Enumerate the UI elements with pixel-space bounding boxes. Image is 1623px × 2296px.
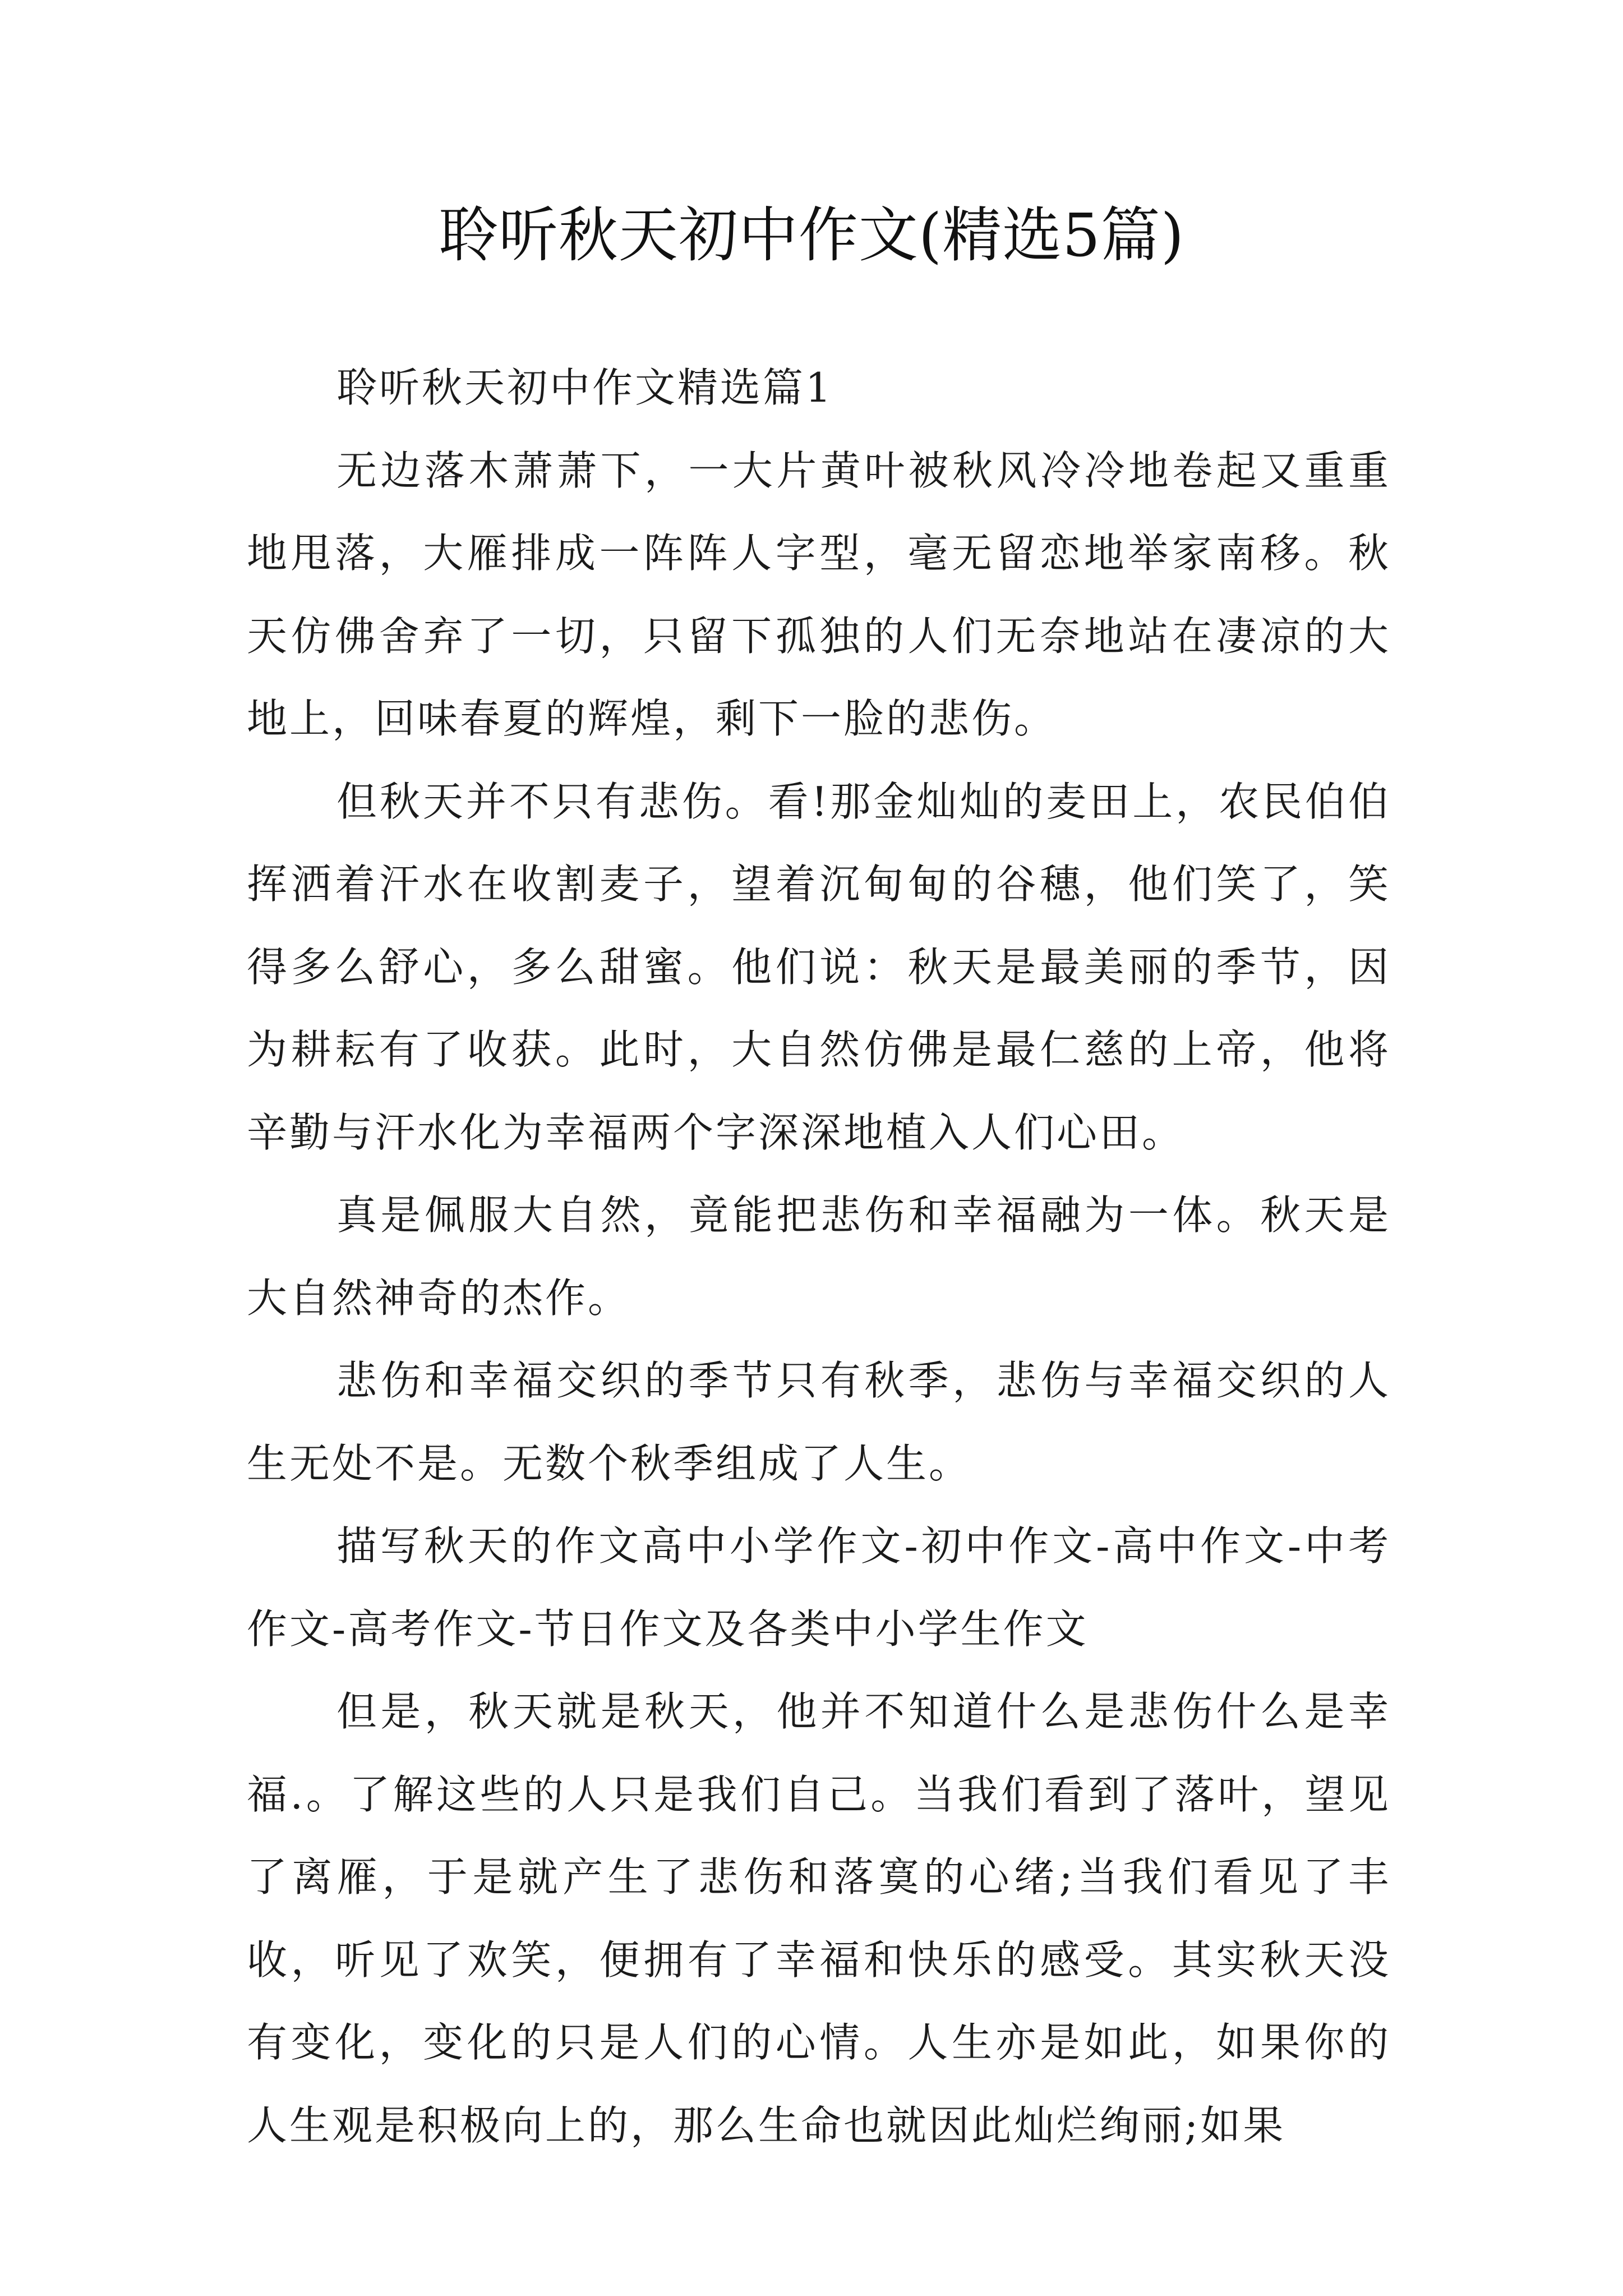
paragraph: 真是佩服大自然，竟能把悲伤和幸福融为一体。秋天是大自然神奇的杰作。 [247,1191,1391,1322]
paragraph: 描写秋天的作文高中小学作文-初中作文-高中作文-中考作文-高考作文-节日作文及各类中小学生作文 [247,1522,1391,1653]
paragraph: 但秋天并不只有悲伤。看!那金灿灿的麦田上，农民伯伯挥洒着汗水在收割麦子，望着沉甸甸的谷穗，他们笑了，笑得多么舒心，多么甜蜜。他们说：秋天是最美丽的季节，因为耕耘有了收获。此时，大自然仿佛是最仁慈的上帝，他将辛勤与汗水化为幸福两个字深深地植入人们心田。 [247,777,1391,1156]
document-title: 聆听秋天初中作文(精选5篇) [438,201,1185,270]
document-body [247,347,1391,2167]
paragraph: 但是，秋天就是秋天，他并不知道什么是悲伤什么是幸福.。了解这些的人只是我们自己。当我们看到了落叶，望见了离雁，于是就产生了悲伤和落寞的心绪;当我们看见了丰收，听见了欢笑，便拥有了幸福和快乐的感受。其实秋天没有变化，变化的只是人们的心情。人生亦是如此，如果你的人生观是积极向上的，那么生命也就因此灿烂绚丽;如果 [247,1688,1391,2149]
paragraph: 悲伤和幸福交织的季节只有秋季，悲伤与幸福交织的人生无处不是。无数个秋季组成了人生。 [247,1357,1391,1487]
section-heading: 聆听秋天初中作文精选篇1 [336,364,833,411]
paragraph: 无边落木萧萧下，一大片黄叶被秋风冷冷地卷起又重重地甩落，大雁排成一阵阵人字型，毫无留恋地举家南移。秋天仿佛舍弃了一切，只留下孤独的人们无奈地站在凄凉的大地上，回味春夏的辉煌，剩下一脸的悲伤。 [247,447,1391,742]
